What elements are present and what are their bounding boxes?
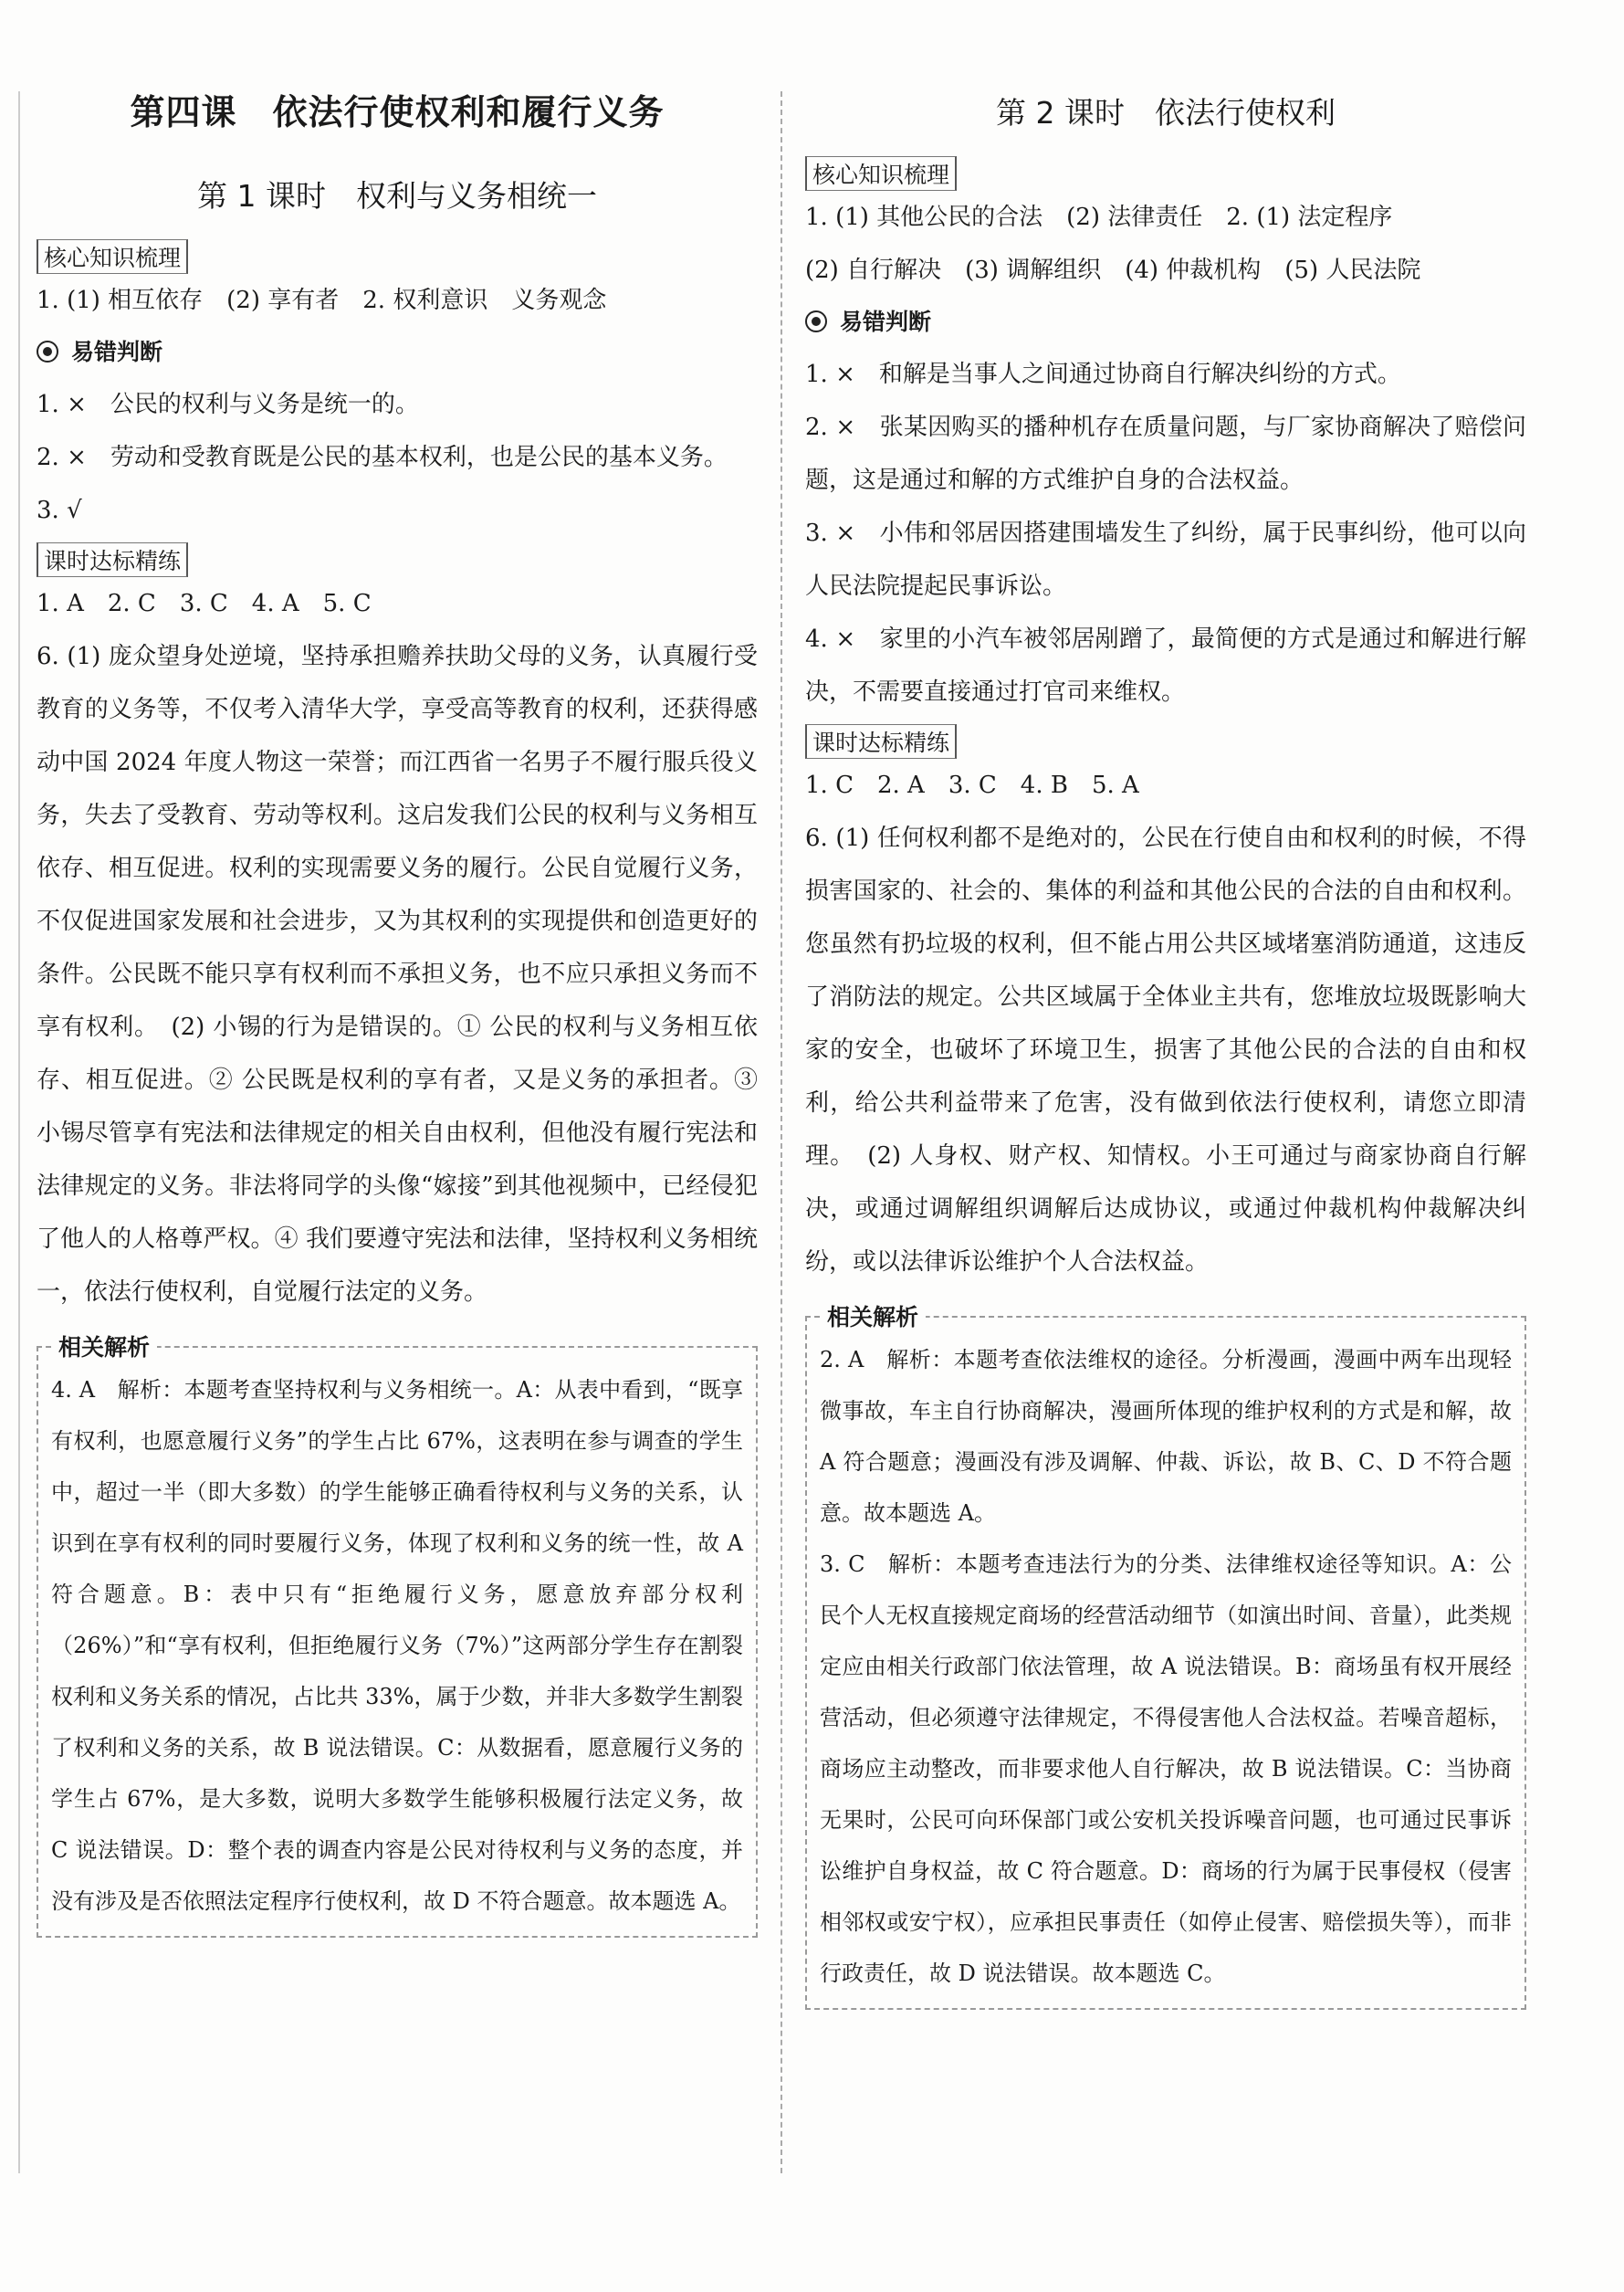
mistake-label: 易错判断 xyxy=(71,339,163,365)
question-6-answer: 6. (1) 任何权利都不是绝对的，公民在行使自由和权利的时候，不得损害国家的、社会的、集体的利益和其他公民的合法的自由和权利。您虽然有扔垃圾的权利，但不能占用公共区域堵塞消防通道，这违反了消防法的规定。公共区域属于全体业主共有，您堆放垃圾既影响大家的安全，也破坏了环境卫生，损害了其他公民的合法的自由和权利，给公共利益带来了危害，没有做到依法行使权利，请您立即清理。 (2) 人身权、财产权、知情权。小王可通过与商家协商自行解决，或通过调解组织调解后达成协议，或通过仲裁机构仲裁解决纠纷，或以法律诉讼维护个人合法权益。 xyxy=(805,825,1526,1276)
question-6-answer: 6. (1) 庞众望身处逆境，坚持承担赡养扶助父母的义务，认真履行受教育的义务等，不仅考入清华大学，享受高等教育的权利，还获得感动中国 2024 年度人物这一荣誉；而江西省一名男子不履行服兵役义务，失去了受教育、劳动等权利。这启发我们公民的权利与义务相互依存、相互促进。权利的实现需要义务的履行。公民自觉履行义务，不仅促进国家发展和社会进步，又为其权利的实现提供和创造更好的条件。公民既不能只享有权利而不承担义务，也不应只承担义务而不享有权利。 (2) 小锡的行为是错误的。① 公民的权利与义务相互依存、相互促进。② 公民既是权利的享有者，又是义务的承担者。③ 小锡尽管享有宪法和法律规定的相关自由权利，但他没有履行宪法和法律规定的义务。非法将同学的头像“嫁接”到其他视频中，已经侵犯了他人的人格尊严权。④ 我们要遵守宪法和法律，坚持权利义务相统一，依法行使权利，自觉履行法定的义务。 xyxy=(37,643,758,1306)
core-knowledge-tag: 核心知识梳理 xyxy=(37,239,188,274)
lesson-2-title: 第 2 课时 依法行使权利 xyxy=(996,95,1336,131)
mistake-item: 3. × 小伟和邻居因搭建围墙发生了纠纷，属于民事纠纷，他可以向人民法院提起民事诉讼。 xyxy=(805,520,1526,600)
analysis-text: 4. A 解析：本题考查坚持权利与义务相统一。A：从表中看到，“既享有权利，也愿意履行义务”的学生占比 67%，这表明在参与调查的学生中，超过一半（即大多数）的学生能够正确看待权利与义务的关系，认识到在享有权利的同时要履行义务，体现了权利和义务的统一性，故 A 符合题意。B：表中只有“拒绝履行义务，愿意放弃部分权利（26%）”和“享有权利，但拒绝履行义务（7%）”这两部分学生存在割裂权利和义务关系的情况，占比共 33%，属于少数，并非大多数学生割裂了权利和义务的关系，故 B 说法错误。C：从数据看，愿意履行义务的学生占 67%，是大多数，说明大多数学生能够积极履行法定义务，故 C 说法错误。D：整个表的调查内容是公民对待权利与义务的态度，并没有涉及是否依照法定程序行使权利，故 D 不符合题意。故本题选 A。 xyxy=(51,1377,743,1914)
mistake-item: 2. × 劳动和受教育既是公民的基本权利，也是公民的基本义务。 xyxy=(37,444,728,471)
mistake-item: 1. × 和解是当事人之间通过协商自行解决纠纷的方式。 xyxy=(805,361,1401,388)
analysis-label: 相关解析 xyxy=(820,1299,926,1332)
choice-answers: 1. C 2. A 3. C 4. B 5. A xyxy=(805,772,1139,799)
core-knowledge-tag: 核心知识梳理 xyxy=(805,156,957,191)
column-divider xyxy=(781,91,782,2173)
left-column xyxy=(37,0,758,1938)
mistake-heading xyxy=(805,297,1526,348)
mistake-item: 3. √ xyxy=(37,497,82,524)
core-answers-line: (2) 自行解决 (3) 调解组织 (4) 仲裁机构 (5) 人民法院 xyxy=(805,257,1421,284)
analysis-box xyxy=(37,1334,758,1938)
mistake-item: 2. × 张某因购买的播种机存在质量问题，与厂家协商解决了赔偿问题，这是通过和解的方式维护自身的合法权益。 xyxy=(805,414,1526,494)
choice-answers: 1. A 2. C 3. C 4. A 5. C xyxy=(37,590,372,617)
drill-tag: 课时达标精练 xyxy=(805,724,957,759)
right-column xyxy=(805,0,1526,2010)
lesson-title: 第四课 依法行使权利和履行义务 xyxy=(130,92,665,132)
mistake-item: 4. × 家里的小汽车被邻居剐蹭了，最简便的方式是通过和解进行解决，不需要直接通过打官司来维权。 xyxy=(805,626,1526,706)
analysis-text: 2. A 解析：本题考查依法维权的途径。分析漫画，漫画中两车出现轻微事故，车主自行协商解决，漫画所体现的维护权利的方式是和解，故 A 符合题意；漫画没有涉及调解、仲裁、诉讼，故 B、C、D 不符合题意。故本题选 A。 xyxy=(820,1347,1512,1526)
mistake-item: 1. × 公民的权利与义务是统一的。 xyxy=(37,391,419,418)
target-bullet-icon xyxy=(805,310,827,332)
analysis-box xyxy=(805,1304,1526,2010)
mistake-label: 易错判断 xyxy=(840,309,932,335)
lesson-1-title: 第 1 课时 权利与义务相统一 xyxy=(197,178,597,214)
page-edge-line xyxy=(18,91,20,2173)
analysis-label: 相关解析 xyxy=(51,1330,157,1362)
drill-tag: 课时达标精练 xyxy=(37,542,188,577)
core-answers: 1. (1) 相互依存 (2) 享有者 2. 权利意识 义务观念 xyxy=(37,287,607,314)
mistake-heading xyxy=(37,327,758,378)
analysis-text: 3. C 解析：本题考查违法行为的分类、法律维权途径等知识。A：公民个人无权直接规定商场的经营活动细节（如演出时间、音量），此类规定应由相关行政部门依法管理，故 A 说法错误。B：商场虽有权开展经营活动，但必须遵守法律规定，不得侵害他人合法权益。若噪音超标，商场应主动整改，而非要求他人自行解决，故 B 说法错误。C：当协商无果时，公民可向环保部门或公安机关投诉噪音问题，也可通过民事诉讼维护自身权益，故 C 符合题意。D：商场的行为属于民事侵权（侵害相邻权或安宁权），应承担民事责任（如停止侵害、赔偿损失等），而非行政责任，故 D 说法错误。故本题选 C。 xyxy=(820,1551,1512,1986)
target-bullet-icon xyxy=(37,341,58,363)
core-answers-line: 1. (1) 其他公民的合法 (2) 法律责任 2. (1) 法定程序 xyxy=(805,204,1393,231)
